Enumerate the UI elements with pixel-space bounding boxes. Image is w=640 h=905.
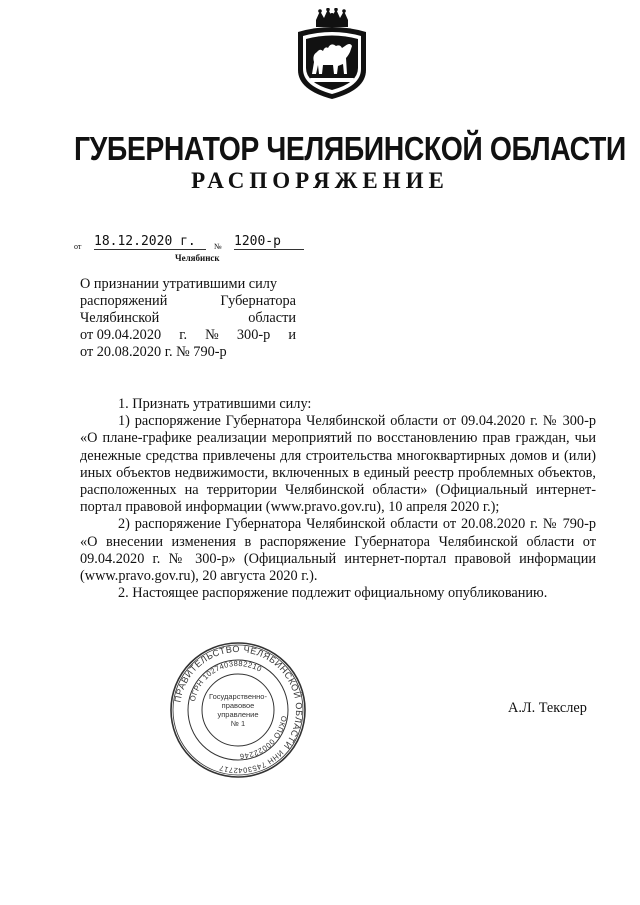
body-paragraph: 2. Настоящее распоряжение подлежит официальному опубликованию. — [118, 585, 548, 602]
subject-word: от 20.08.2020 г. № 790-р — [80, 344, 227, 360]
subject-line — [80, 293, 296, 310]
seal-okpo: ОКПО 00022246 — [239, 715, 289, 762]
subject-word: от 09.04.2020 — [80, 327, 162, 343]
date-label: от — [74, 242, 82, 251]
subject-word: области — [248, 310, 296, 326]
seal-inner-line: управление — [217, 710, 259, 719]
signatory-name: А.Л. Текслер — [508, 700, 587, 716]
subject-word: О признании утратившими силу — [80, 276, 278, 292]
document-number: 1200-р — [234, 234, 304, 250]
document-type-heading: РАСПОРЯЖЕНИЕ — [191, 168, 449, 193]
number-label: № — [214, 242, 222, 251]
subject-word: № — [205, 327, 219, 343]
subject-word: Губернатора — [220, 293, 296, 309]
body-paragraph: 1) распоряжение Губернатора Челябинской области от 09.04.2020 г. № 300-р «О плане-графике реализации мероприятий по восстановлению прав граждан, чьи денежные средства привлечены для строительства многоквартирных домов и (или) иных объектов недвижимости, включенных в единый реестр проблемных объектов, расположенных на территории Челябинской области» (Официальный интернет-портал правовой информации (www.pravo.gov.ru), 10 апреля 2020 г.); — [80, 413, 596, 516]
subject-word: г. — [179, 327, 188, 343]
subject-line — [80, 327, 296, 344]
body-paragraph: 2) распоряжение Губернатора Челябинской области от 20.08.2020 г. № 790-р «О внесении изменения в распоряжение Губернатора Челябинской области от 09.04.2020 г. № 300-р» (Официальный интернет-портал правовой информации (www.pravo.gov.ru), 20 августа 2020 г.). — [80, 516, 596, 585]
seal-ogrn: ОГРН 1027403882210 — [187, 658, 264, 703]
document-date: 18.12.2020 г. — [94, 234, 206, 250]
subject-line — [80, 344, 296, 361]
seal-inner-line: Государственно- — [209, 692, 267, 701]
seal-inn: ИНН 7453042717 — [218, 748, 286, 776]
seal-outer-text: ПРАВИТЕЛЬСТВО ЧЕЛЯБИНСКОЙ ОБЛАСТИ — [172, 643, 305, 752]
official-seal — [168, 640, 308, 780]
subject-word: 300-р — [236, 327, 271, 343]
body-paragraph: 1. Признать утратившими силу: — [118, 396, 312, 412]
subject-line — [80, 310, 296, 327]
governor-title: ГУБЕРНАТОР ЧЕЛЯБИНСКОЙ ОБЛАСТИ — [74, 130, 626, 167]
document-subject — [80, 276, 296, 361]
seal-inner-line: правовое — [221, 701, 255, 710]
document-body — [80, 396, 596, 602]
subject-word: распоряжений — [80, 293, 168, 309]
subject-line — [80, 276, 296, 293]
subject-word: Челябинской — [80, 310, 160, 326]
city-name: Челябинск — [175, 253, 220, 263]
coat-of-arms-emblem — [290, 8, 374, 100]
subject-word: и — [288, 327, 296, 343]
seal-inner-line: № 1 — [230, 719, 246, 728]
